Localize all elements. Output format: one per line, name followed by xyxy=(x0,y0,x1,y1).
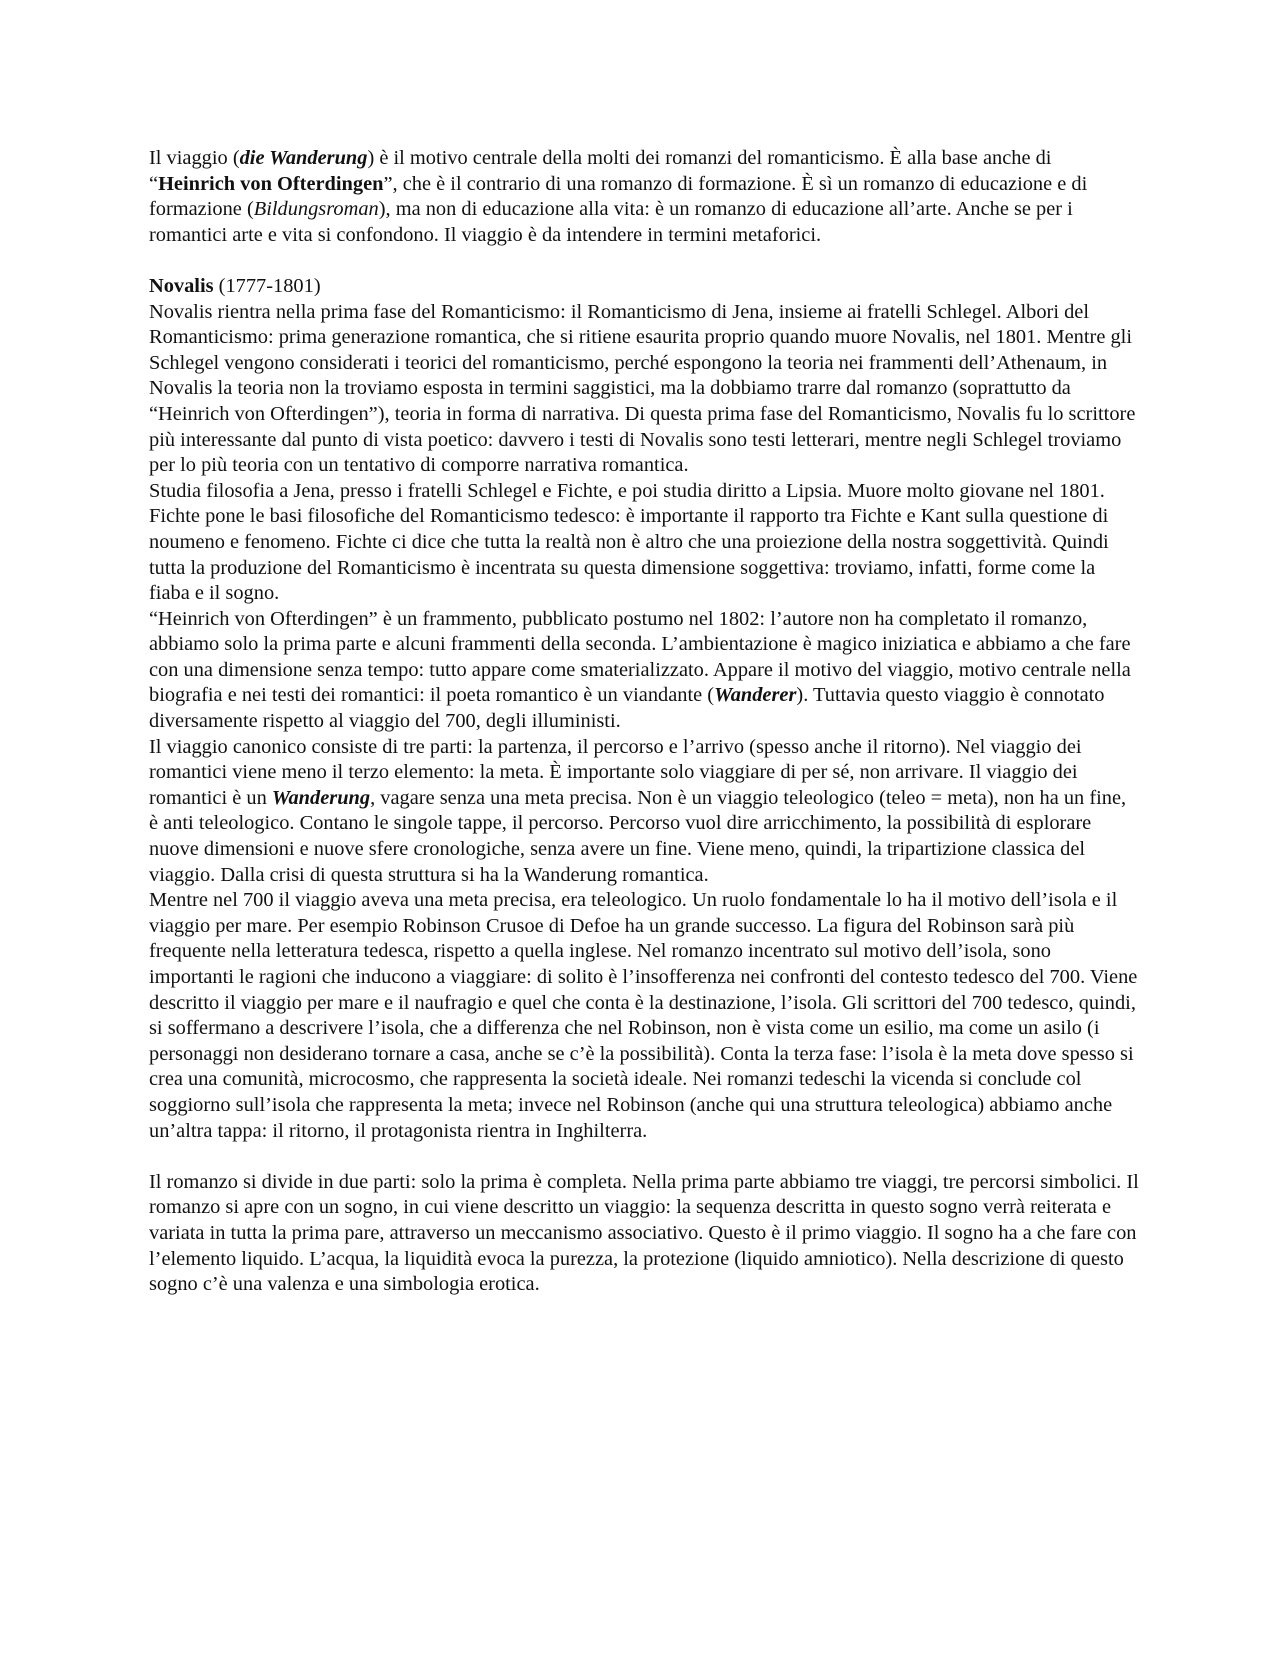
novalis-paragraph-2: Studia filosofia a Jena, presso i fratelli Schlegel e Fichte, e poi studia diritto a Lipsia. Muore molto giovane nel 1801. xyxy=(149,479,1105,502)
novalis-paragraph-1: Novalis rientra nella prima fase del Romanticismo: il Romanticismo di Jena, insieme ai fratelli Schlegel. Albori del Romanticismo: prima generazione romantica, che si ritiene esaurita proprio quando muore Novalis, nel 1801. Mentre gli Schlegel vengono considerati i teorici del romanticismo, perché espongono la teoria nei frammenti dell’Athenaum, in Novalis la teoria non la troviamo esposta in termini saggistici, ma la dobbiamo trarre dal romanzo (soprattutto da “Heinrich von Ofterdingen”), teoria in forma di narrativa. Di questa prima fase del Romanticismo, Novalis fu lo scrittore più interessante dal punto di vista poetico: davvero i testi di Novalis sono testi letterari, mentre negli Schlegel troviamo per lo più teoria con un tentativo di comporre narrativa romantica. xyxy=(149,300,1136,477)
novalis-heading xyxy=(149,274,1139,300)
novalis-paragraph-5 xyxy=(149,735,1139,889)
paragraph-spacer xyxy=(149,1144,1139,1170)
intro-text-3: ”, che è il contrario di una romanzo di formazione. È sì un romanzo di educazione e di formazione ( xyxy=(149,172,1088,221)
intro-paragraph xyxy=(149,146,1139,248)
p4-text-a: “Heinrich von Ofterdingen” è un frammento, pubblicato postumo nel 1802: l’autore non ha completato il romanzo, abbiamo solo la prima parte e alcuni frammenti della seconda. L’ambientazione è magico iniziatica e abbiamo a che fare con una dimensione senza tempo: tutto appare come smaterializzato. Appare il motivo del viaggio, motivo centrale nella biografia e nei testi dei romantici: il poeta romantico è un viandante ( xyxy=(149,607,1131,707)
novalis-paragraph-3: Fichte pone le basi filosofiche del Romanticismo tedesco: è importante il rapporto tra Fichte e Kant sulla questione di noumeno e fenomeno. Fichte ci dice che tutta la realtà non è altro che una proiezione della nostra soggettività. Quindi tutta la produzione del Romanticismo è incentrata su questa dimensione soggettiva: troviamo, infatti, forme come la fiaba e il sogno. xyxy=(149,505,1109,605)
paragraph-spacer xyxy=(149,248,1139,274)
die-wanderung-term: die Wanderung xyxy=(239,147,368,169)
wanderung-term: Wanderung xyxy=(271,786,371,809)
p5-text-a: Il viaggio canonico consiste di tre parti: la partenza, il percorso e l’arrivo (spesso anche il ritorno). Nel viaggio dei romantici viene meno il terzo elemento: la meta. È importante solo viaggiare di per sé, non arrivare. Il viaggio dei romantici è un xyxy=(149,735,1082,809)
novalis-paragraph-4 xyxy=(149,607,1139,735)
intro-text-1: Il viaggio ( xyxy=(149,147,240,169)
heinrich-title: Heinrich von Ofterdingen xyxy=(158,172,384,195)
intro-text-4: ), ma non di educazione alla vita: è un romanzo di educazione all’arte. Anche se per i romantici arte e vita si confondono. Il viaggio è da intendere in termini metaforici. xyxy=(149,198,1073,246)
novalis-name: Novalis xyxy=(149,274,214,297)
novalis-dates: (1777-1801) xyxy=(213,274,321,297)
romanzo-paragraph: Il romanzo si divide in due parti: solo la prima è completa. Nella prima parte abbiamo tre viaggi, tre percorsi simbolici. Il romanzo si apre con un sogno, in cui viene descritto un viaggio: la sequenza descritta in questo sogno verrà reiterata e variata in tutta la prima pare, attraverso un meccanismo associativo. Questo è il primo viaggio. Il sogno ha a che fare con l’elemento liquido. L’acqua, la liquidità evoca la purezza, la protezione (liquido amniotico). Nella descrizione di questo sogno c’è una valenza e una simbologia erotica. xyxy=(149,1170,1139,1296)
novalis-paragraph-6: Mentre nel 700 il viaggio aveva una meta precisa, era teleologico. Un ruolo fondamentale lo ha il motivo dell’isola e il viaggio per mare. Per esempio Robinson Crusoe di Defoe ha un grande successo. La figura del Robinson sarà più frequente nella letteratura tedesca, rispetto a quella inglese. Nel romanzo incentrato sul motivo dell’isola, sono importanti le ragioni che inducono a viaggiare: di solito è l’insofferenza nei confronti del contesto tedesco del 700. Viene descritto il viaggio per mare e il naufragio e quel che conta è la destinazione, l’isola. Gli scrittori del 700 tedesco, quindi, si soffermano a descrivere l’isola, che a differenza che nel Robinson, non è vista come un esilio, ma come un asilo (i personaggi non desiderano tornare a casa, anche se c’è la possibilità). Conta la terza fase: l’isola è la meta dove spesso si crea una comunità, microcosmo, che rappresenta la società ideale. Nei romanzi tedeschi la vicenda si conclude col soggiorno sull’isola che rappresenta la meta; invece nel Robinson (anche qui una struttura teleologica) abbiamo anche un’altra tappa: il ritorno, il protagonista rientra in Inghilterra. xyxy=(149,889,1138,1142)
p4-text-b: ). Tuttavia questo viaggio è connotato diversamente rispetto al viaggio del 700, degli illuministi. xyxy=(149,684,1105,733)
document-page xyxy=(149,146,1139,1298)
wanderer-term: Wanderer xyxy=(714,684,797,707)
p5-text-b: , vagare senza una meta precisa. Non è un viaggio teleologico (teleo = meta), non ha un fine, è anti teleologico. Contano le singole tappe, il percorso. Percorso vuol dire arricchimento, la possibilità di esplorare nuove dimensioni e nuove sfere cronologiche, senza avere un fine. Viene meno, quindi, la tripartizione classica del viaggio. Dalla crisi di questa struttura si ha la Wanderung romantica. xyxy=(149,786,1127,886)
intro-text-2: ) è il motivo centrale della molti dei romanzi del romanticismo. È alla base anche di “ xyxy=(149,147,1052,195)
bildungsroman-term: Bildungsroman xyxy=(253,198,379,221)
